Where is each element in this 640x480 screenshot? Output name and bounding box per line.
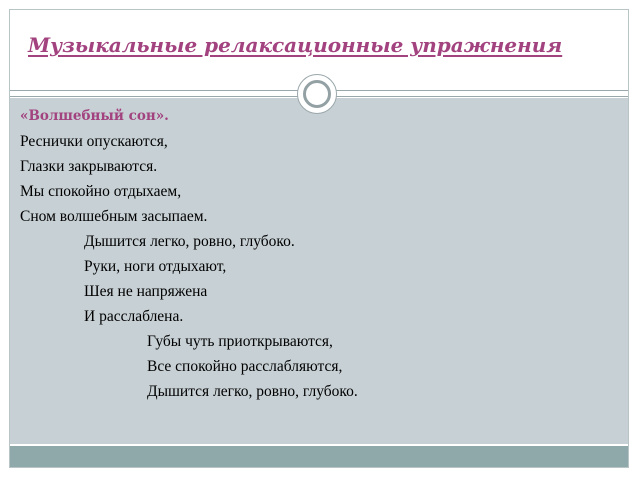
- bottom-band: [10, 446, 628, 468]
- poem-line: Реснички опускаются,: [20, 133, 168, 150]
- poem-line: Все спокойно расслабляются,: [147, 358, 343, 375]
- poem-line: Дышится легко, ровно, глубоко.: [84, 233, 295, 250]
- poem-line: Дышится легко, ровно, глубоко.: [147, 383, 358, 400]
- poem-line: Шея не напряжена: [84, 283, 208, 300]
- poem-line: Сном волшебным засыпаем.: [20, 208, 208, 225]
- poem-line: Глазки закрываются.: [20, 158, 158, 175]
- poem-line: Мы спокойно отдыхаем,: [20, 183, 182, 200]
- poem-line: Руки, ноги отдыхают,: [84, 258, 227, 275]
- poem: [20, 103, 358, 404]
- poem-line: Губы чуть приоткрываются,: [147, 333, 333, 350]
- poem-title: «Волшебный сон».: [20, 108, 169, 124]
- poem-line: И расслаблена.: [84, 308, 184, 325]
- slide-title: Музыкальные релаксационные упражнения: [28, 33, 563, 57]
